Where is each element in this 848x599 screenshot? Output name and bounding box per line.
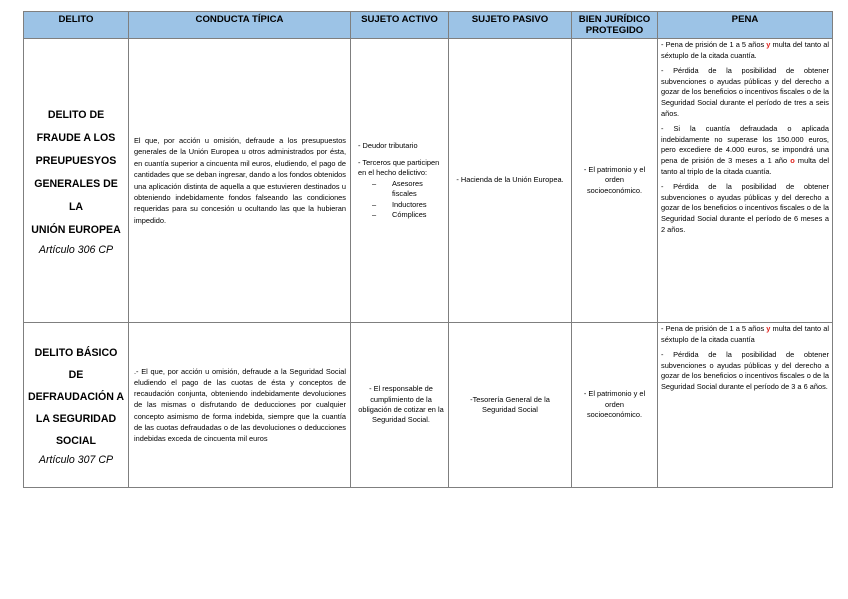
- delito-line: DELITO BÁSICO DE: [34, 347, 118, 381]
- delito-line: GENERALES DE LA: [34, 177, 118, 213]
- header-conducta: CONDUCTA TÍPICA: [129, 12, 351, 39]
- header-delito: DELITO: [24, 12, 129, 39]
- table-row: [24, 323, 833, 488]
- pena-item: - Si la cuantía defraudada o aplicada indebidamente no superase los 150.000 euros, pero excediere de 4.000 euros, se impondrá una pena de prisión de 3 meses a 1 año o multa del tanto al triplo de la citada cuantía.: [661, 124, 829, 176]
- header-row: [24, 12, 833, 39]
- sujeto-pasivo-cell: - Hacienda de la Unión Europea.: [449, 39, 572, 323]
- bien-juridico-cell: - El patrimonio y el orden socioeconómico.: [572, 323, 658, 488]
- pena-item: - Pérdida de la posibilidad de obtener subvenciones o ayudas públicas y del derecho a gozar de los beneficios o incentivos fiscales o de la Seguridad Social durante el período de 6 meses a 2 años.: [661, 182, 829, 234]
- sujeto-pasivo-cell: -Tesorería General de la Seguridad Social: [449, 323, 572, 488]
- bien-juridico-cell: - El patrimonio y el orden socioeconómico.: [572, 39, 658, 323]
- pena-cell: [658, 323, 833, 488]
- conducta-cell: .- El que, por acción u omisión, defraude a la Seguridad Social eludiendo el pago de las cuotas de ésta y conceptos de recaudación conjunta, obteniendo indebidamente devoluciones de las mismas o disfrutando de deducciones por cualquier concepto asimismo de forma indebida, siempre que la cuantía de las cuotas defraudadas o de las devoluciones o deducciones indebidas exceda de cincuenta mil euros: [129, 323, 351, 488]
- sujeto-activo-cell: [351, 39, 449, 323]
- pena-item: - Pena de prisión de 1 a 5 años y multa del tanto al séxtuplo de la citada cuantía.: [661, 40, 829, 60]
- list-item: – Cómplices: [372, 210, 444, 220]
- pena-cell: [658, 39, 833, 323]
- header-sujeto-pasivo: SUJETO PASIVO: [449, 12, 572, 39]
- list-item: – Inductores: [372, 200, 444, 210]
- delito-cell: [24, 39, 129, 323]
- delito-line: DEFRAUDACIÓN A: [27, 391, 125, 403]
- pena-item: - Pena de prisión de 1 a 5 años y multa del tanto al séxtuplo de la citada cuantía: [661, 324, 829, 344]
- sujeto-activo-cell: - El responsable de cumplimiento de la obligación de cotizar en la Seguridad Social.: [351, 323, 449, 488]
- pena-item: - Pérdida de la posibilidad de obtener subvenciones o ayudas públicas y del derecho a gozar de los beneficios o incentivos fiscales o de la Seguridad Social durante el período de 3 a 6 años.: [661, 350, 829, 391]
- list-item: – Asesores fiscales: [372, 179, 444, 200]
- crimes-table: [23, 11, 833, 488]
- articulo-label: Artículo 307 CP: [38, 454, 114, 466]
- table-row: [24, 39, 833, 323]
- delito-line: PREUPUESYOS: [35, 154, 117, 167]
- sujeto-activo-item: - Deudor tributario: [358, 140, 418, 150]
- delito-line: SOCIAL: [55, 435, 97, 447]
- sujeto-activo-item: - Terceros que participen en el hecho delictivo:: [358, 157, 440, 178]
- delito-line: LA SEGURIDAD: [35, 413, 117, 425]
- articulo-label: Artículo 306 CP: [38, 243, 114, 256]
- delito-line: DELITO DE: [47, 108, 105, 121]
- pena-item: - Pérdida de la posibilidad de obtener subvenciones o ayudas públicas y del derecho a gozar de los beneficios o incentivos fiscales o de la Seguridad Social durante el período de tres a seis años.: [661, 66, 829, 118]
- header-sujeto-activo: SUJETO ACTIVO: [351, 12, 449, 39]
- sujeto-activo-list: [358, 179, 444, 221]
- header-bien-juridico: BIEN JURÍDICO PROTEGIDO: [572, 12, 658, 39]
- header-pena: PENA: [658, 12, 833, 39]
- delito-line: FRAUDE A LOS: [36, 131, 116, 144]
- delito-cell: [24, 323, 129, 488]
- delito-line: UNIÓN EUROPEA: [31, 223, 121, 236]
- conducta-cell: El que, por acción u omisión, defraude a los presupuestos generales de la Unión Europea u otros administrados por ésta, en cuantía superior a cincuenta mil euros, eludiendo, el pago de cantidades que se deban ingresar, dando a los fondos obtenidos una aplicación distinta de aquella a que estuvieren destinados u obteniendo indebidamente fondos falseando las condiciones requeridas para su concesión u ocultando las que la hubieran impedido.: [129, 39, 351, 323]
